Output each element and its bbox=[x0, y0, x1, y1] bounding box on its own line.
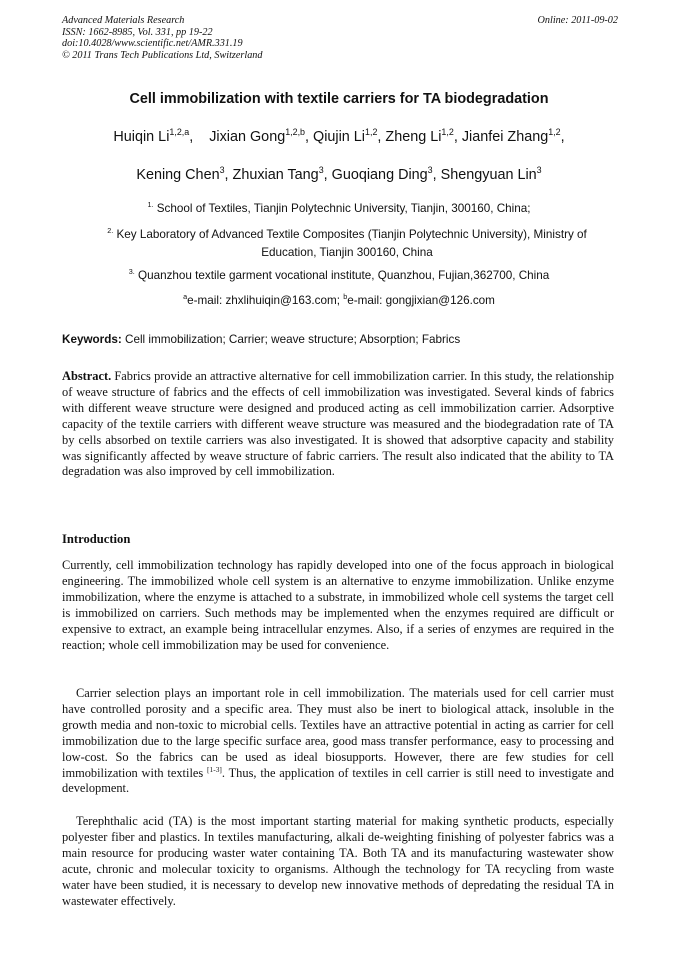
email-mark: b bbox=[343, 292, 348, 302]
affiliation-text: Key Laboratory of Advanced Textile Composites (Tianjin Polytechnic University), Ministry of Education, Tianjin 300160, China bbox=[116, 228, 587, 259]
author-separator: , bbox=[432, 167, 441, 183]
keywords-line bbox=[62, 333, 622, 346]
author-separator: , bbox=[224, 167, 233, 183]
email-text: e-mail: zhxlihuiqin@163.com; bbox=[187, 294, 344, 307]
affiliation-mark: 1. bbox=[147, 200, 154, 210]
author-affil-mark: 3 bbox=[536, 165, 542, 176]
author-separator: , bbox=[189, 129, 206, 145]
email-line bbox=[0, 292, 678, 310]
journal-header bbox=[62, 15, 618, 61]
affiliation-text: Quanzhou textile garment vocational institute, Quanzhou, Fujian,362700, China bbox=[138, 269, 550, 282]
issn-line: ISSN: 1662-8985, Vol. 331, pp 19-22 bbox=[62, 26, 213, 38]
author-name: Qiujin Li bbox=[313, 129, 366, 145]
author-affil-mark: 1,2,b bbox=[285, 127, 306, 138]
keywords-label: Keywords: bbox=[62, 333, 122, 346]
affiliation-3 bbox=[0, 267, 678, 285]
author-affil-mark: 1,2 bbox=[441, 127, 454, 138]
author-affil-mark: 3 bbox=[219, 165, 225, 176]
abstract-paragraph bbox=[62, 369, 614, 480]
author-name: Kening Chen bbox=[136, 167, 220, 183]
author-affil-mark: 1,2 bbox=[548, 127, 561, 138]
intro-paragraph-2-text: Carrier selection plays an important role in cell immobilization. The materials used for cell carrier must have controlled porosity and a specific area. They must also be inert to biological attack, insoluble in the growth media and non-toxic to microbial cells. Textiles have an attractive potential in acting as carrier for cell immobilization due to the large specific surface area, good mass transfer performance, easy to processing and low-cost. So the fabrics can be used as ideal biosupports. However, there are few studies for cell immobilization with textiles bbox=[62, 686, 614, 780]
online-date: Online: 2011-09-02 bbox=[537, 15, 618, 26]
intro-paragraph-2-text-end: . Thus, the application of textiles in cell carrier is still need to investigate and development. bbox=[62, 765, 614, 796]
abstract-text: Fabrics provide an attractive alternative for cell immobilization carrier. In this study, the relationship of weave structure of fabrics and the effects of cell immobilization was investigated. Several kinds of fabrics with different weave structure were designed and produced acting as cell immobilization carrier. Adsorptive capacity of the textile carriers with different weave structure was measured and the biodegradation rate of TA by cells absorbed on textile carriers was also investigated. It is showed that adsorptive capacity and stability was significantly affected by weave structure of fabric carriers. The result also indicated that the ability to TA degradation was also improved by cell immobilization. bbox=[62, 369, 614, 479]
author-affil-mark: 3 bbox=[318, 165, 324, 176]
affiliation-mark: 3. bbox=[128, 267, 135, 277]
intro-paragraph-3: Terephthalic acid (TA) is the most important starting material for making synthetic products, especially polyester fiber and plastics. In textiles manufacturing, alkali de-weighting finishing of polyester fabrics was a main resource for producing waster water containing TA. Both TA and its manufacturing wastewater show acute, chronic and molecular toxicity to organisms. Although the technology for TA recycling from waste water have been studied, it is necessary to develop new innovative methods of depredating the residual TA in wastewater effectively. bbox=[62, 814, 614, 908]
paper-title: Cell immobilization with textile carriers for TA biodegradation bbox=[129, 91, 549, 107]
section-heading-introduction: Introduction bbox=[62, 532, 131, 546]
author-separator: , bbox=[377, 129, 386, 145]
author-affil-mark: 3 bbox=[427, 165, 433, 176]
doi-line: doi:10.4028/www.scientific.net/AMR.331.19 bbox=[62, 38, 243, 50]
author-line-1 bbox=[0, 129, 678, 145]
author-affil-mark: 1,2 bbox=[365, 127, 378, 138]
intro-paragraph-1: Currently, cell immobilization technology has rapidly developed into one of the focus approach in biological engineering. The immobilized whole cell system is an alternative to enzyme immobilization. Unlike enzyme immobilization, where the enzyme is attached to a substrate, in immobilized whole cell systems the target cell is immobilized on carriers. Such methods may be implemented when the enzymes required are difficult or expensive to extract, an example being intracellular enzymes. Also, if a series of enzymes are required in the reaction; whole cell immobilization may be used for convenience. bbox=[62, 558, 614, 652]
author-name: Shengyuan Lin bbox=[440, 167, 537, 183]
journal-name: Advanced Materials Research bbox=[62, 15, 185, 26]
intro-paragraph-2 bbox=[62, 686, 614, 797]
author-affil-mark: 1,2,a bbox=[169, 127, 190, 138]
keywords-text: Cell immobilization; Carrier; weave structure; Absorption; Fabrics bbox=[121, 333, 461, 346]
author-separator: , bbox=[453, 129, 462, 145]
author-name: Jixian Gong bbox=[209, 129, 286, 145]
author-name: Huiqin Li bbox=[113, 129, 170, 145]
author-name: Guoqiang Ding bbox=[331, 167, 428, 183]
affiliation-2 bbox=[82, 226, 612, 261]
affiliation-mark: 2. bbox=[107, 226, 114, 236]
author-separator: , bbox=[305, 129, 314, 145]
author-name: Jianfei Zhang bbox=[461, 129, 549, 145]
email-text: e-mail: gongjixian@126.com bbox=[347, 294, 495, 307]
author-line-2 bbox=[0, 167, 678, 183]
affiliation-text: School of Textiles, Tianjin Polytechnic University, Tianjin, 300160, China; bbox=[156, 202, 531, 215]
author-separator: , bbox=[323, 167, 332, 183]
copyright-line: © 2011 Trans Tech Publications Ltd, Switzerland bbox=[62, 49, 263, 61]
affiliation-1 bbox=[0, 200, 678, 218]
author-separator: , bbox=[560, 129, 565, 145]
email-mark: a bbox=[183, 292, 188, 302]
citation-ref: [1-3] bbox=[207, 764, 222, 774]
author-name: Zheng Li bbox=[385, 129, 442, 145]
author-name: Zhuxian Tang bbox=[232, 167, 319, 183]
abstract-label: Abstract. bbox=[62, 369, 112, 383]
